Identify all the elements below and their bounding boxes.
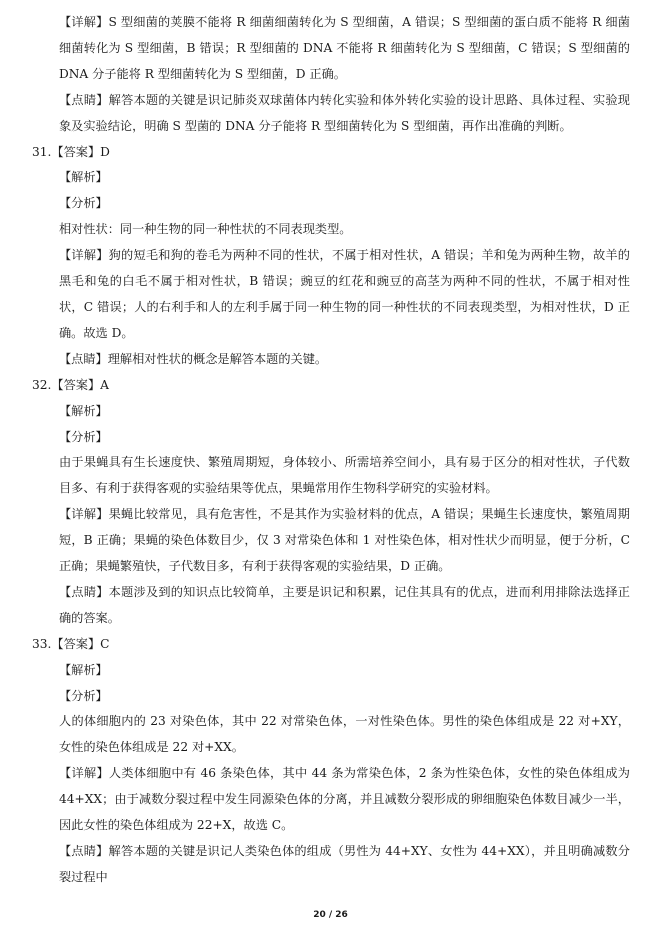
q33-detail: 【详解】人类体细胞中有 46 条染色体，其中 44 条为常染色体，2 条为性染色体，女性的染色体组成为 44+XX；由于减数分裂过程中发生同源染色体的分离，并且减数分裂形成的卵细胞染色体数目减少一半，因此女性的染色体组成为 22+X，故选 C。 bbox=[59, 766, 630, 833]
q32-analysis-sub-label: 【分析】 bbox=[59, 429, 108, 444]
q32-remark: 【点睛】本题涉及到的知识点比较简单，主要是识记和积累，记住其具有的优点，进而利用排除法选择正确的答案。 bbox=[59, 584, 630, 625]
q32-answer-heading: 32.【答案】A bbox=[32, 377, 109, 392]
q31-analysis-text: 相对性状：同一种生物的同一种性状的不同表现类型。 bbox=[59, 222, 352, 237]
page-content bbox=[32, 10, 630, 891]
q31-analysis-label: 【解析】 bbox=[59, 170, 108, 185]
q33-analysis-label: 【解析】 bbox=[59, 662, 108, 677]
page-number: 20 / 26 bbox=[313, 910, 348, 920]
q31-remark: 【点睛】理解相对性状的概念是解答本题的关键。 bbox=[59, 351, 328, 366]
q30-remark: 【点睛】解答本题的关键是识记肺炎双球菌体内转化实验和体外转化实验的设计思路、具体过程、实验现象及实验结论，明确 S 型菌的 DNA 分子能将 R 型细菌转化为 S 型细菌，再作出准确的判断。 bbox=[59, 92, 630, 133]
q31-detail: 【详解】狗的短毛和狗的卷毛为两种不同的性状，不属于相对性状，A 错误；羊和兔为两种生物，故羊的黑毛和兔的白毛不属于相对性状，B 错误；豌豆的红花和豌豆的高茎为两种不同的性状，不属于相对性状，C 错误；人的右利手和人的左利手属于同一种生物的同一种性状的不同表现类型，为相对性状，D 正确。故选 D。 bbox=[59, 248, 630, 340]
q33-answer-heading: 33.【答案】C bbox=[32, 636, 110, 651]
q33-analysis-sub-label: 【分析】 bbox=[59, 688, 108, 703]
q31-answer-heading: 31.【答案】D bbox=[32, 144, 110, 159]
q32-analysis-text: 由于果蝇具有生长速度快、繁殖周期短，身体较小、所需培养空间小，具有易于区分的相对性状，子代数目多、有利于获得客观的实验结果等优点，果蝇常用作生物科学研究的实验材料。 bbox=[59, 455, 630, 496]
q32-analysis-label: 【解析】 bbox=[59, 403, 108, 418]
q30-detail: 【详解】S 型细菌的荚膜不能将 R 细菌细菌转化为 S 型细菌，A 错误；S 型细菌的蛋白质不能将 R 细菌细菌转化为 S 型细菌，B 错误；R 型细菌的 DNA 不能将 R 细菌转化为 S 型细菌，C 错误；S 型细菌的 DNA 分子能将 R 型细菌转化为 S 型细菌，D 正确。 bbox=[59, 15, 630, 81]
q33-remark: 【点睛】解答本题的关键是识记人类染色体的组成（男性为 44+XY、女性为 44+XX），并且明确减数分裂过程中 bbox=[59, 844, 630, 884]
q32-detail: 【详解】果蝇比较常见，具有危害性，不是其作为实验材料的优点，A 错误；果蝇生长速度快，繁殖周期短，B 正确；果蝇的染色体数目少，仅 3 对常染色体和 1 对性染色体，相对性状少而明显，便于分析，C 正确；果蝇繁殖快，子代数目多，有利于获得客观的实验结果，D 正确。 bbox=[59, 507, 630, 574]
q31-analysis-sub-label: 【分析】 bbox=[59, 196, 108, 211]
q33-analysis-text: 人的体细胞内的 23 对染色体，其中 22 对常染色体，一对性染色体。男性的染色体组成是 22 对+XY，女性的染色体组成是 22 对+XX。 bbox=[59, 714, 630, 755]
